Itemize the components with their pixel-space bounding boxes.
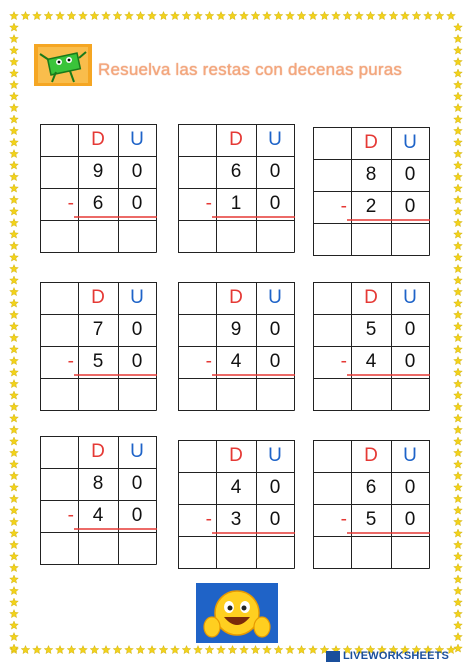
subtrahend-tens: 6 (92, 193, 104, 214)
border-star (102, 646, 111, 654)
border-star (240, 12, 249, 20)
header-decenas: D (229, 287, 243, 308)
border-star (454, 311, 463, 319)
border-star (424, 12, 433, 20)
border-star (454, 127, 463, 135)
border-star (10, 610, 19, 618)
minus-sign: - (340, 351, 347, 372)
border-star (454, 230, 463, 238)
border-star (10, 345, 19, 353)
border-star (67, 646, 76, 654)
border-star (10, 242, 19, 250)
border-star (10, 598, 19, 606)
answer-tens-input[interactable] (78, 532, 118, 564)
border-star (10, 104, 19, 112)
border-star (217, 12, 226, 20)
border-star (10, 541, 19, 549)
smiley-clapping-icon (196, 583, 278, 643)
liveworksheets-logo-icon (326, 651, 340, 662)
border-star (332, 12, 341, 20)
minuend-units: 0 (131, 161, 143, 182)
answer-units-input[interactable] (391, 378, 429, 410)
border-star (171, 646, 180, 654)
border-star (56, 12, 65, 20)
border-star (454, 529, 463, 537)
border-star (309, 646, 318, 654)
border-star (454, 46, 463, 54)
border-star (401, 12, 410, 20)
header-decenas: D (91, 129, 105, 150)
border-star (454, 104, 463, 112)
border-star (454, 265, 463, 273)
subtraction-grid (178, 440, 294, 568)
border-star (454, 460, 463, 468)
border-star (113, 12, 122, 20)
header-decenas: D (364, 132, 378, 153)
border-star (171, 12, 180, 20)
answer-tens-input[interactable] (78, 220, 118, 252)
border-star (320, 12, 329, 20)
minuend-tens: 5 (365, 319, 377, 340)
subtrahend-units: 0 (269, 509, 281, 530)
border-star (194, 12, 203, 20)
minus-sign: - (205, 193, 212, 214)
minus-sign: - (205, 509, 212, 530)
minuend-tens: 6 (230, 161, 242, 182)
minuend-tens: 9 (230, 319, 242, 340)
border-star (297, 12, 306, 20)
subtraction-grid (178, 124, 294, 252)
border-star (454, 345, 463, 353)
header-unidades: U (130, 129, 144, 150)
border-star (454, 437, 463, 445)
border-star (90, 12, 99, 20)
border-star (454, 322, 463, 330)
minuend-tens: 9 (92, 161, 104, 182)
border-star (10, 529, 19, 537)
minus-sign: - (340, 196, 347, 217)
border-star (10, 69, 19, 77)
border-star (10, 587, 19, 595)
border-star (10, 288, 19, 296)
border-star (454, 403, 463, 411)
border-star (251, 12, 260, 20)
border-star (454, 391, 463, 399)
border-star (10, 575, 19, 583)
page-title: Resuelva las restas con decenas puras (98, 60, 403, 79)
minuend-units: 0 (131, 319, 143, 340)
border-star (10, 127, 19, 135)
border-star (454, 138, 463, 146)
border-star (454, 161, 463, 169)
border-star (194, 646, 203, 654)
border-star (44, 12, 53, 20)
minuend-units: 0 (269, 319, 281, 340)
border-star (44, 646, 53, 654)
border-star (454, 621, 463, 629)
border-star (454, 449, 463, 457)
minuend-tens: 6 (365, 477, 377, 498)
border-star (10, 564, 19, 572)
border-star (10, 426, 19, 434)
header-unidades: U (130, 287, 144, 308)
answer-units-input[interactable] (256, 220, 294, 252)
header-decenas: D (364, 445, 378, 466)
border-star (10, 81, 19, 89)
border-star (21, 12, 30, 20)
answer-units-input[interactable] (256, 536, 294, 568)
header-unidades: U (130, 441, 144, 462)
border-star (454, 242, 463, 250)
border-star (454, 644, 463, 652)
subtrahend-tens: 5 (365, 509, 377, 530)
subtrahend-units: 0 (404, 509, 416, 530)
border-star (79, 646, 88, 654)
border-star (274, 646, 283, 654)
minuend-tens: 4 (230, 477, 242, 498)
border-star (10, 552, 19, 560)
border-star (10, 173, 19, 181)
border-star (454, 426, 463, 434)
subtrahend-units: 0 (131, 193, 143, 214)
header-decenas: D (229, 445, 243, 466)
border-star (10, 219, 19, 227)
border-star (454, 276, 463, 284)
border-star (412, 12, 421, 20)
answer-units-input[interactable] (391, 536, 429, 568)
header-unidades: U (268, 287, 282, 308)
border-star (286, 646, 295, 654)
border-star (10, 380, 19, 388)
border-star (125, 12, 134, 20)
border-star (10, 230, 19, 238)
border-star (263, 12, 272, 20)
border-star (10, 414, 19, 422)
border-star (102, 12, 111, 20)
subtrahend-units: 0 (131, 505, 143, 526)
minuend-units: 0 (131, 473, 143, 494)
minus-sign: - (67, 351, 74, 372)
border-star (454, 598, 463, 606)
border-star (454, 610, 463, 618)
border-star (10, 161, 19, 169)
subtraction-grid (40, 282, 156, 410)
header-unidades: U (268, 445, 282, 466)
border-star (10, 621, 19, 629)
border-star (454, 196, 463, 204)
border-star (378, 12, 387, 20)
border-star (10, 633, 19, 641)
border-star (454, 518, 463, 526)
minus-sign: - (340, 509, 347, 530)
border-star (113, 646, 122, 654)
answer-units-input[interactable] (391, 223, 429, 255)
border-star (182, 12, 191, 20)
border-star (10, 322, 19, 330)
minuend-units: 0 (269, 477, 281, 498)
border-star (10, 35, 19, 43)
border-star (286, 12, 295, 20)
minuend-units: 0 (269, 161, 281, 182)
subtrahend-tens: 3 (230, 509, 242, 530)
subtrahend-units: 0 (131, 351, 143, 372)
answer-tens-input[interactable] (216, 220, 256, 252)
border-star (10, 483, 19, 491)
border-star (454, 575, 463, 583)
minuend-units: 0 (404, 319, 416, 340)
subtrahend-units: 0 (404, 196, 416, 217)
subtrahend-units: 0 (269, 351, 281, 372)
border-star (33, 646, 42, 654)
border-star (10, 518, 19, 526)
border-star (454, 253, 463, 261)
border-star (454, 81, 463, 89)
border-star (10, 495, 19, 503)
border-star (205, 646, 214, 654)
border-star (240, 646, 249, 654)
header-decenas: D (229, 129, 243, 150)
border-star (454, 414, 463, 422)
border-star (90, 646, 99, 654)
border-star (297, 646, 306, 654)
border-star (56, 646, 65, 654)
subtraction-grid (40, 124, 156, 252)
border-star (10, 138, 19, 146)
border-star (454, 552, 463, 560)
header-decenas: D (364, 287, 378, 308)
border-star (10, 403, 19, 411)
subtraction-grid (313, 440, 429, 568)
footer-text: LIVEWORKSHEETS (343, 650, 450, 662)
border-star (79, 12, 88, 20)
subtrahend-units: 0 (404, 351, 416, 372)
border-star (136, 12, 145, 20)
border-star (10, 150, 19, 158)
border-star (454, 472, 463, 480)
border-star (10, 207, 19, 215)
header-decenas: D (91, 441, 105, 462)
border-star (447, 12, 456, 20)
minus-sign: - (67, 505, 74, 526)
border-star (435, 12, 444, 20)
border-star (251, 646, 260, 654)
header-unidades: U (403, 445, 417, 466)
border-star (10, 276, 19, 284)
border-star (10, 311, 19, 319)
border-star (159, 646, 168, 654)
border-star (136, 646, 145, 654)
border-star (159, 12, 168, 20)
border-star (10, 92, 19, 100)
border-star (454, 219, 463, 227)
answer-units-input[interactable] (118, 532, 156, 564)
border-star (10, 472, 19, 480)
minus-sign: - (205, 351, 212, 372)
answer-units-input[interactable] (256, 378, 294, 410)
border-star (10, 46, 19, 54)
subtrahend-tens: 1 (230, 193, 242, 214)
border-star (125, 646, 134, 654)
border-star (217, 646, 226, 654)
border-star (454, 380, 463, 388)
subtrahend-tens: 4 (92, 505, 104, 526)
border-star (228, 646, 237, 654)
subtrahend-units: 0 (269, 193, 281, 214)
border-star (10, 23, 19, 31)
border-star (182, 646, 191, 654)
border-star (148, 646, 157, 654)
answer-units-input[interactable] (118, 378, 156, 410)
border-star (10, 357, 19, 365)
subtraction-grid (40, 436, 156, 564)
border-star (454, 368, 463, 376)
border-star (10, 265, 19, 273)
subtraction-grid (178, 282, 294, 410)
answer-units-input[interactable] (118, 220, 156, 252)
border-star (355, 12, 364, 20)
border-star (10, 12, 19, 20)
border-star (454, 357, 463, 365)
border-star (454, 69, 463, 77)
header-unidades: U (403, 132, 417, 153)
liveworksheets-watermark (326, 650, 449, 662)
border-star (454, 334, 463, 342)
subtrahend-tens: 5 (92, 351, 104, 372)
border-star (454, 115, 463, 123)
border-star (263, 646, 272, 654)
border-star (10, 449, 19, 457)
border-star (10, 299, 19, 307)
border-star (454, 58, 463, 66)
border-star (454, 564, 463, 572)
minuend-tens: 8 (365, 164, 377, 185)
minuend-tens: 7 (92, 319, 104, 340)
answer-tens-input[interactable] (216, 378, 256, 410)
minus-sign: - (67, 193, 74, 214)
minuend-units: 0 (404, 164, 416, 185)
border-star (454, 92, 463, 100)
header-unidades: U (268, 129, 282, 150)
border-star (10, 253, 19, 261)
worksheet-logo-icon (34, 44, 92, 86)
border-star (21, 646, 30, 654)
border-star (454, 483, 463, 491)
border-star (10, 506, 19, 514)
answer-tens-input[interactable] (351, 536, 391, 568)
border-star (33, 12, 42, 20)
border-star (454, 299, 463, 307)
border-star (10, 115, 19, 123)
answer-tens-input[interactable] (216, 536, 256, 568)
border-star (454, 506, 463, 514)
border-star (454, 150, 463, 158)
border-star (10, 368, 19, 376)
border-star (454, 495, 463, 503)
answer-tens-input[interactable] (351, 378, 391, 410)
border-star (148, 12, 157, 20)
minuend-tens: 8 (92, 473, 104, 494)
border-star (454, 633, 463, 641)
border-star (274, 12, 283, 20)
subtrahend-tens: 4 (230, 351, 242, 372)
border-star (454, 288, 463, 296)
subtraction-grid (313, 127, 429, 255)
border-star (67, 12, 76, 20)
border-star (10, 391, 19, 399)
header-decenas: D (91, 287, 105, 308)
border-star (454, 23, 463, 31)
subtrahend-tens: 4 (365, 351, 377, 372)
border-star (454, 184, 463, 192)
border-star (454, 587, 463, 595)
border-star (454, 541, 463, 549)
border-star (454, 173, 463, 181)
border-star (309, 12, 318, 20)
border-star (205, 12, 214, 20)
header-unidades: U (403, 287, 417, 308)
subtrahend-tens: 2 (365, 196, 377, 217)
border-star (10, 58, 19, 66)
border-star (10, 196, 19, 204)
border-star (10, 334, 19, 342)
border-star (454, 207, 463, 215)
border-star (343, 12, 352, 20)
subtraction-grid (313, 282, 429, 410)
border-star (10, 437, 19, 445)
answer-tens-input[interactable] (78, 378, 118, 410)
border-star (389, 12, 398, 20)
answer-tens-input[interactable] (351, 223, 391, 255)
border-star (10, 460, 19, 468)
border-star (228, 12, 237, 20)
border-star (10, 184, 19, 192)
border-star (366, 12, 375, 20)
border-star (454, 35, 463, 43)
minuend-units: 0 (404, 477, 416, 498)
